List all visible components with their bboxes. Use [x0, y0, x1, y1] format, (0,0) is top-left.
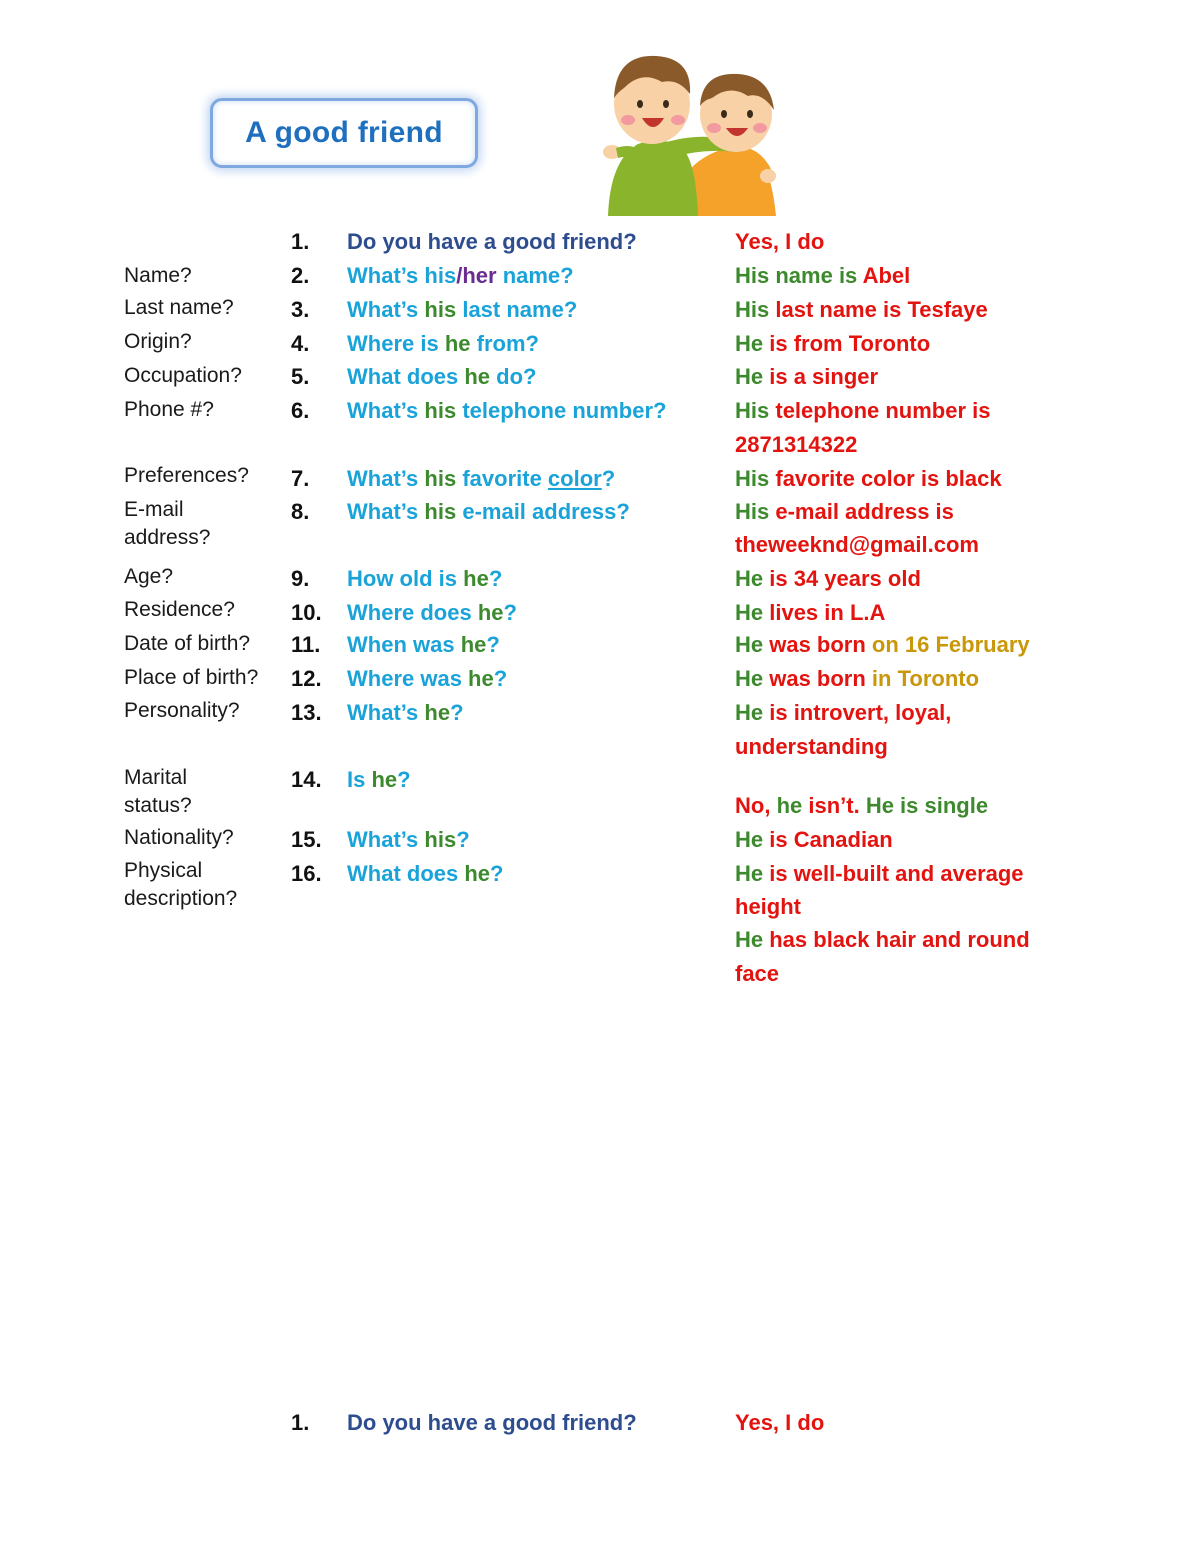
label-origin: Origin?	[124, 330, 192, 353]
question-3: What’s his last name?	[347, 297, 578, 322]
label-physical: Physical	[124, 859, 203, 882]
label-residence: Residence?	[124, 598, 235, 621]
item-number: 12.	[291, 666, 322, 691]
label-pob: Place of birth?	[124, 666, 259, 689]
item-number: 9.	[291, 566, 310, 591]
question-6: What’s his telephone number?	[347, 398, 667, 423]
answer-9: He is 34 years old	[735, 566, 921, 591]
label-marital: Marital	[124, 766, 188, 789]
answer-16-second-cont: face	[735, 961, 780, 986]
answer-12: He was born in Toronto	[735, 666, 980, 691]
label-personality: Personality?	[124, 699, 240, 722]
bottom-item-number: 1.	[291, 1410, 310, 1435]
title-box	[210, 98, 478, 168]
question-15: What’s his?	[347, 827, 470, 852]
question-16: What does he?	[347, 861, 504, 886]
item-number: 5.	[291, 364, 310, 389]
item-number: 8.	[291, 499, 310, 524]
item-number: 16.	[291, 861, 322, 886]
item-number: 14.	[291, 767, 322, 792]
question-5: What does he do?	[347, 364, 537, 389]
label-occupation: Occupation?	[124, 364, 242, 387]
label-nationality: Nationality?	[124, 826, 234, 849]
question-2: What’s his/her name?	[347, 263, 574, 288]
answer-14: No, he isn’t. He is single	[735, 793, 989, 818]
item-number: 6.	[291, 398, 310, 423]
question-4: Where is he from?	[347, 331, 539, 356]
item-number: 2.	[291, 263, 310, 288]
item-number: 13.	[291, 700, 322, 725]
label-dob: Date of birth?	[124, 632, 251, 655]
answer-16: He is well-built and average	[735, 861, 1024, 886]
answer-8: His e-mail address is	[735, 499, 954, 524]
label-marital-cont: status?	[124, 794, 192, 817]
answer-16-cont: height	[735, 894, 801, 919]
answer-4: He is from Toronto	[735, 331, 931, 356]
question-12: Where was he?	[347, 666, 508, 691]
answer-2: His name is Abel	[735, 263, 911, 288]
item-number: 10.	[291, 600, 322, 625]
item-number: 1.	[291, 229, 310, 254]
item-number: 15.	[291, 827, 322, 852]
item-number: 3.	[291, 297, 310, 322]
question-11: When was he?	[347, 632, 500, 657]
answer-13-cont: understanding	[735, 734, 888, 759]
label-email: E-mail	[124, 498, 184, 521]
answer-15: He is Canadian	[735, 827, 893, 852]
label-physical-cont: description?	[124, 887, 238, 910]
friends-illustration	[598, 48, 788, 216]
question-1: Do you have a good friend?	[347, 229, 637, 254]
label-age: Age?	[124, 565, 174, 588]
label-preferences: Preferences?	[124, 464, 249, 487]
answer-5: He is a singer	[735, 364, 879, 389]
label-email-cont: address?	[124, 526, 211, 549]
label-last-name: Last name?	[124, 296, 234, 319]
answer-13: He is introvert, loyal,	[735, 700, 952, 725]
question-8: What’s his e-mail address?	[347, 499, 630, 524]
answer-1: Yes, I do	[735, 229, 825, 254]
answer-3: His last name is Tesfaye	[735, 297, 988, 322]
question-14: Is he?	[347, 767, 411, 792]
answer-8-cont: theweeknd@gmail.com	[735, 532, 979, 557]
answer-10: He lives in L.A	[735, 600, 886, 625]
answer-16-second: He has black hair and round	[735, 927, 1030, 952]
label-phone: Phone #?	[124, 398, 214, 421]
label-name: Name?	[124, 264, 192, 287]
answer-6-cont: 2871314322	[735, 432, 858, 457]
item-number: 11.	[291, 632, 321, 657]
bottom-answer: Yes, I do	[735, 1410, 825, 1435]
answer-6: His telephone number is	[735, 398, 991, 423]
question-13: What’s he?	[347, 700, 464, 725]
item-number: 7.	[291, 466, 310, 491]
question-7: What’s his favorite color?	[347, 466, 616, 491]
question-9: How old is he?	[347, 566, 503, 591]
question-10: Where does he?	[347, 600, 517, 625]
answer-11: He was born on 16 February	[735, 632, 1030, 657]
item-number: 4.	[291, 331, 310, 356]
bottom-question: Do you have a good friend?	[347, 1410, 637, 1435]
answer-7: His favorite color is black	[735, 466, 1002, 491]
page-title: A good friend	[245, 116, 443, 149]
